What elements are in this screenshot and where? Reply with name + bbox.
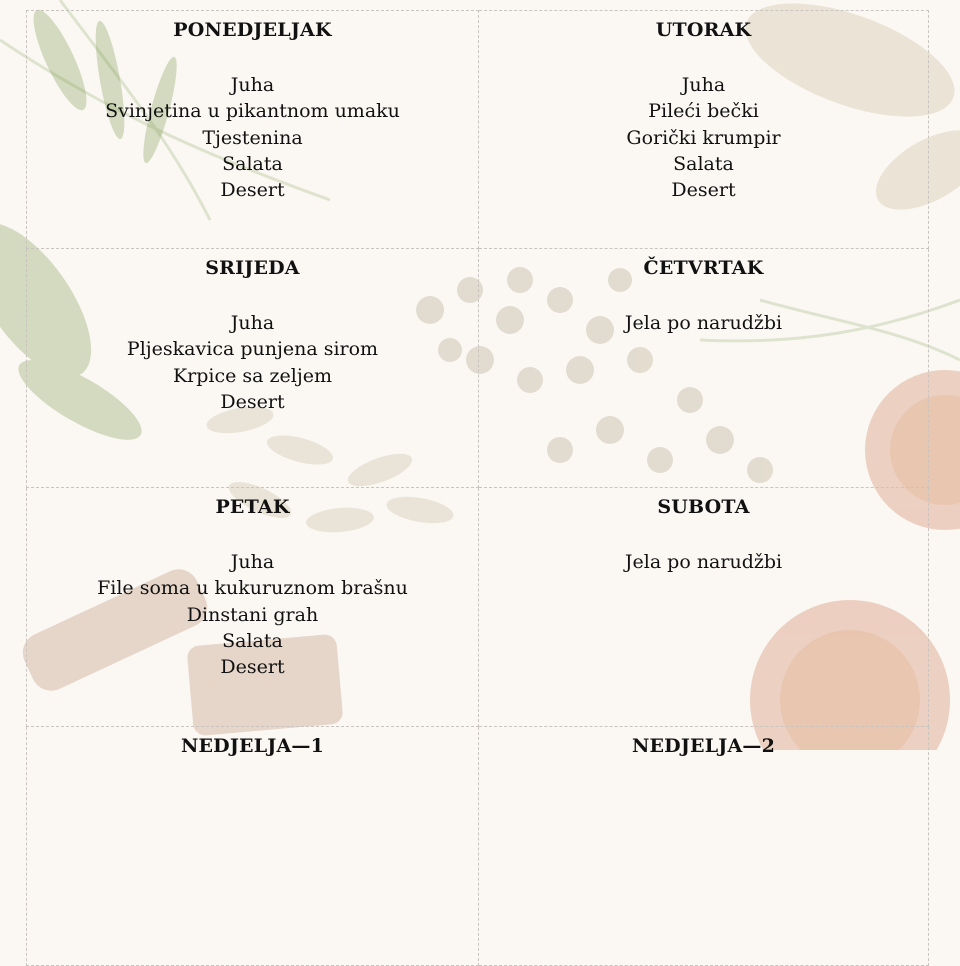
day-cell-monday bbox=[26, 10, 479, 249]
menu-list bbox=[479, 549, 928, 575]
menu-item: Desert bbox=[220, 656, 285, 679]
menu-item: Svinjetina u pikantnom umaku bbox=[105, 100, 400, 123]
menu-item: Gorički krumpir bbox=[626, 126, 781, 149]
day-cell-friday bbox=[26, 488, 479, 727]
menu-item: Salata bbox=[673, 152, 734, 175]
menu-item: Salata bbox=[222, 629, 283, 652]
menu-item: Desert bbox=[220, 179, 285, 202]
menu-item: Juha bbox=[230, 74, 275, 96]
menu-list bbox=[479, 310, 928, 336]
day-title: ČETVRTAK bbox=[643, 257, 764, 279]
day-cell-tuesday bbox=[479, 10, 929, 249]
menu-item: Juha bbox=[681, 74, 726, 96]
day-cell-wednesday bbox=[26, 249, 479, 488]
day-cell-sunday-2 bbox=[479, 727, 929, 966]
day-title: PONEDJELJAK bbox=[173, 19, 332, 41]
menu-list bbox=[479, 72, 928, 203]
menu-item: Pljeskavica punjena sirom bbox=[126, 338, 379, 361]
day-title: SRIJEDA bbox=[205, 257, 300, 279]
menu-list bbox=[27, 72, 478, 203]
menu-item: Krpice sa zeljem bbox=[172, 364, 333, 387]
menu-item: Pileći bečki bbox=[648, 100, 759, 123]
day-title: UTORAK bbox=[655, 19, 752, 41]
menu-item: Jela po narudžbi bbox=[624, 551, 783, 573]
menu-list bbox=[27, 310, 478, 415]
day-cell-saturday bbox=[479, 488, 929, 727]
menu-item: Desert bbox=[220, 390, 285, 413]
day-title: NEDJELJA—2 bbox=[631, 735, 776, 757]
menu-item: Salata bbox=[222, 152, 283, 175]
menu-item: Tjestenina bbox=[202, 126, 303, 149]
day-title: NEDJELJA—1 bbox=[180, 735, 325, 757]
day-cell-sunday-1 bbox=[26, 727, 479, 966]
menu-item: Jela po narudžbi bbox=[624, 312, 783, 334]
menu-item: Desert bbox=[671, 179, 736, 202]
menu-item: Juha bbox=[230, 551, 275, 573]
day-title: PETAK bbox=[215, 496, 290, 518]
weekly-menu-grid bbox=[26, 10, 929, 966]
menu-list bbox=[27, 549, 478, 680]
menu-item: File soma u kukuruznom brašnu bbox=[97, 577, 408, 600]
day-cell-thursday bbox=[479, 249, 929, 488]
menu-item: Juha bbox=[230, 312, 275, 334]
menu-item: Dinstani grah bbox=[186, 603, 319, 626]
day-title: SUBOTA bbox=[657, 496, 750, 518]
